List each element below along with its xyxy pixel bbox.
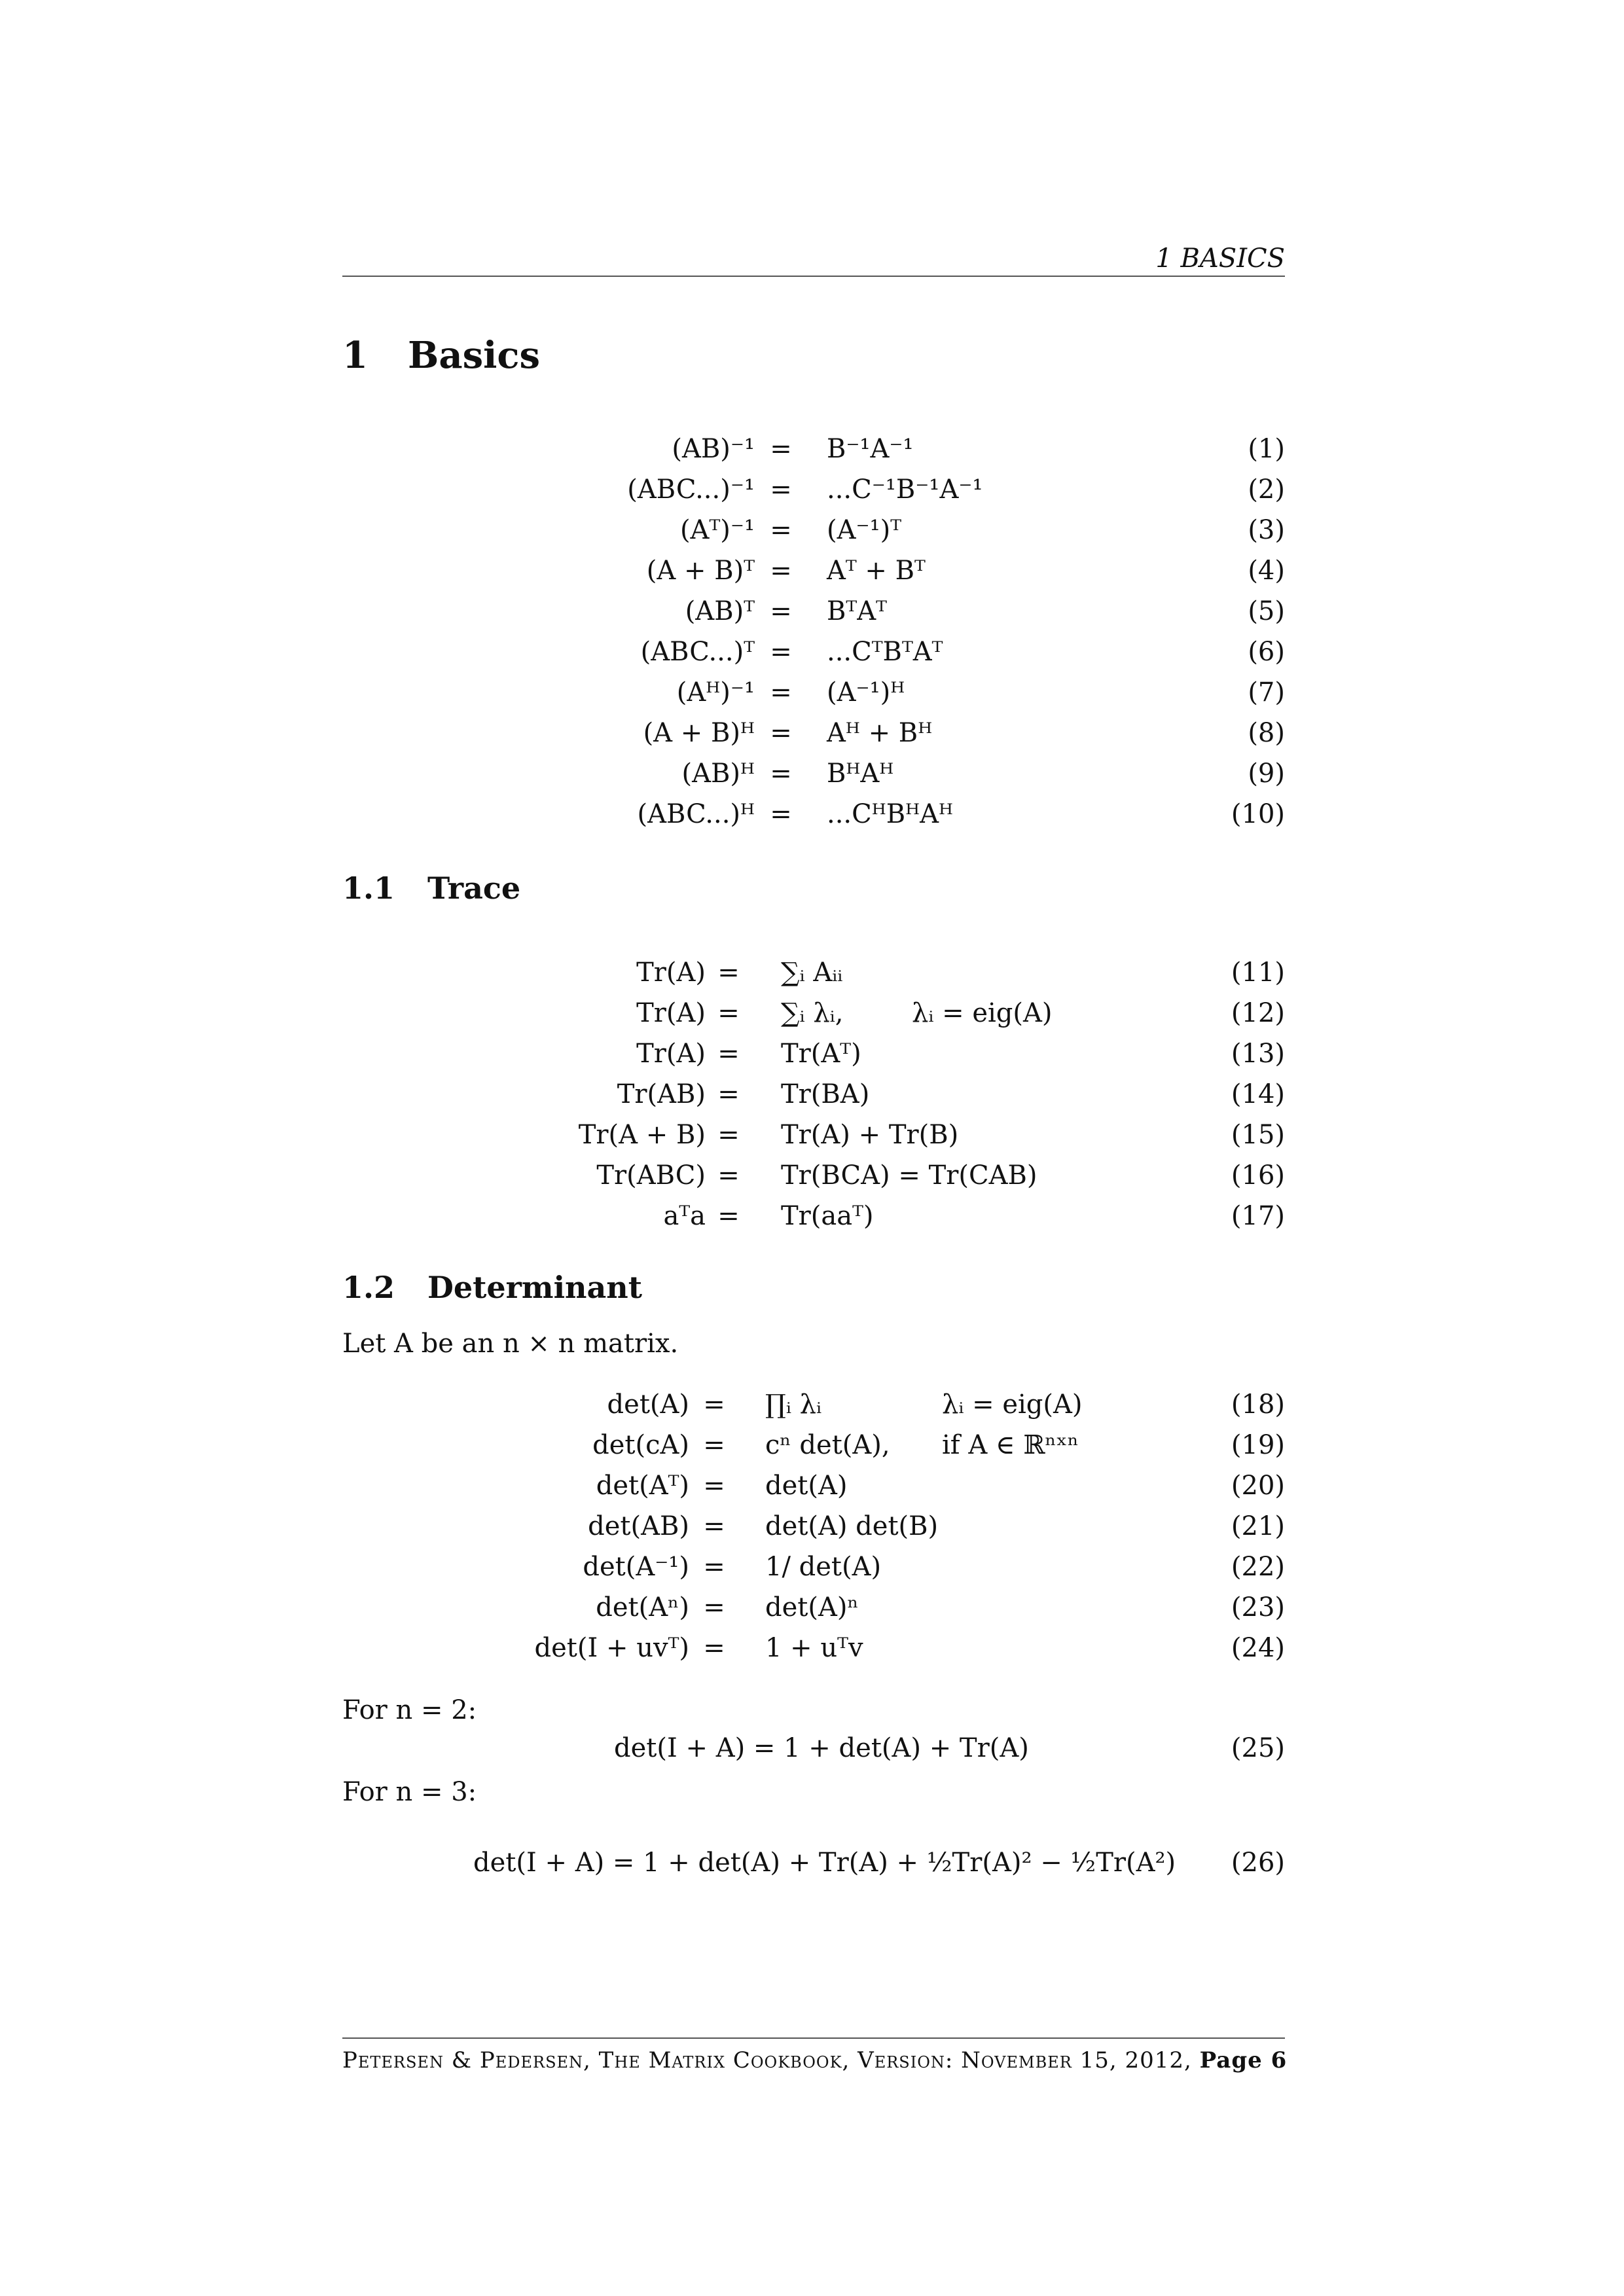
equation-number: (25) (1231, 1733, 1285, 1763)
equation-row (342, 794, 1285, 834)
equation-row (342, 1196, 1285, 1236)
equation-relation: = (717, 998, 740, 1028)
equation-lhs: det(A⁻¹) (583, 1552, 689, 1582)
equation-rhs: BᵀAᵀ (827, 596, 887, 626)
section-title: Basics (408, 334, 541, 377)
equation-condition: λᵢ = eig(A) (942, 1390, 1083, 1420)
equation-rhs: BᴴAᴴ (827, 759, 894, 789)
equation-rhs: Tr(Aᵀ) (781, 1039, 861, 1069)
equation-row (342, 1547, 1285, 1587)
equation-number: (23) (1231, 1592, 1285, 1623)
equation-number: (24) (1231, 1633, 1285, 1663)
equation-number: (1) (1248, 434, 1285, 464)
equation-number: (18) (1231, 1390, 1285, 1420)
equation-rhs: Tr(BCA) = Tr(CAB) (781, 1160, 1038, 1191)
equation-row (342, 1628, 1285, 1668)
equation-number: (26) (1231, 1848, 1285, 1878)
equation-condition: λᵢ = eig(A) (912, 998, 1053, 1028)
equation-body: det(I + A) = 1 + det(A) + Tr(A) (614, 1733, 1029, 1763)
equation-number: (6) (1248, 637, 1285, 667)
equation-row (342, 591, 1285, 632)
subsection-heading-trace (342, 870, 520, 906)
equation-rhs: Aᴴ + Bᴴ (827, 718, 933, 748)
equation-row (342, 1587, 1285, 1628)
equation-lhs: (A + B)ᵀ (646, 556, 755, 586)
equation-lhs: (Aᴴ)⁻¹ (676, 677, 755, 708)
subsection-title: Determinant (427, 1270, 642, 1305)
equation-rhs: 1/ det(A) (765, 1552, 882, 1582)
equation-relation: = (770, 677, 792, 708)
equation-rhs: det(A) det(B) (765, 1511, 939, 1541)
subsection-number: 1.2 (342, 1270, 395, 1305)
equation-lhs: Tr(A + B) (578, 1120, 706, 1150)
equation-relation: = (703, 1552, 725, 1582)
equation-relation: = (717, 1079, 740, 1109)
equation-row (342, 1115, 1285, 1155)
equation-row (342, 632, 1285, 672)
equation-number: (8) (1248, 718, 1285, 748)
equation-row (342, 753, 1285, 794)
equation-rhs: ∑ᵢ λᵢ, (781, 998, 844, 1028)
equation-lhs: aᵀa (663, 1201, 706, 1231)
equation-relation: = (717, 1120, 740, 1150)
equation-number: (13) (1231, 1039, 1285, 1069)
equation-row (342, 1074, 1285, 1115)
equation-26 (342, 1842, 1285, 1883)
equation-relation: = (770, 637, 792, 667)
equation-rhs: Aᵀ + Bᵀ (827, 556, 926, 586)
equation-lhs: det(Aᵀ) (596, 1471, 689, 1501)
equation-rhs: ∏ᵢ λᵢ (765, 1390, 821, 1420)
equation-relation: = (770, 475, 792, 505)
subsection-title: Trace (427, 870, 521, 906)
equation-number: (5) (1248, 596, 1285, 626)
equation-relation: = (770, 515, 792, 545)
n2-label: For n = 2: (342, 1695, 477, 1725)
equation-number: (16) (1231, 1160, 1285, 1191)
equation-lhs: Tr(AB) (617, 1079, 706, 1109)
equation-relation: = (717, 1201, 740, 1231)
equation-25 (342, 1728, 1285, 1768)
equation-row (342, 993, 1285, 1033)
equation-rhs: ...C⁻¹B⁻¹A⁻¹ (827, 475, 983, 505)
equation-number: (11) (1231, 958, 1285, 988)
equation-relation: = (703, 1430, 725, 1460)
equation-lhs: (AB)ᴴ (681, 759, 755, 789)
equation-lhs: (AB)⁻¹ (672, 434, 755, 464)
equation-row (342, 713, 1285, 753)
equation-relation: = (717, 1160, 740, 1191)
page-number: Page 6 (1199, 2047, 1288, 2073)
equation-rhs: det(A)ⁿ (765, 1592, 859, 1623)
equation-relation: = (717, 1039, 740, 1069)
equation-lhs: det(A) (607, 1390, 689, 1420)
equation-number: (12) (1231, 998, 1285, 1028)
footer-text: Petersen & Pedersen, The Matrix Cookbook, Version: November 15, 2012, (342, 2047, 1192, 2073)
equation-rhs: B⁻¹A⁻¹ (827, 434, 914, 464)
equation-number: (9) (1248, 759, 1285, 789)
equation-number: (14) (1231, 1079, 1285, 1109)
subsection-heading-determinant (342, 1270, 642, 1305)
section-heading (342, 334, 540, 377)
equation-rhs: ...CᴴBᴴAᴴ (827, 799, 953, 829)
equation-relation: = (703, 1390, 725, 1420)
equation-row (342, 550, 1285, 591)
equation-number: (10) (1231, 799, 1285, 829)
equation-lhs: Tr(A) (636, 958, 706, 988)
running-head: 1 BASICS (1155, 243, 1285, 274)
equation-row (342, 1384, 1285, 1425)
equation-relation: = (770, 434, 792, 464)
equation-lhs: det(I + uvᵀ) (534, 1633, 689, 1663)
equation-rhs: 1 + uᵀv (765, 1633, 863, 1663)
footer-rule (342, 2037, 1285, 2039)
header-rule (342, 276, 1285, 277)
equation-row (342, 1033, 1285, 1074)
equation-lhs: det(AB) (588, 1511, 689, 1541)
equation-number: (2) (1248, 475, 1285, 505)
equation-rhs: Tr(BA) (781, 1079, 870, 1109)
equation-lhs: (AB)ᵀ (685, 596, 755, 626)
equation-relation: = (770, 596, 792, 626)
equation-row (342, 672, 1285, 713)
equation-row (342, 429, 1285, 469)
equation-lhs: (ABC...)ᴴ (637, 799, 755, 829)
n3-label: For n = 3: (342, 1777, 477, 1807)
equation-row (342, 1155, 1285, 1196)
equation-number: (19) (1231, 1430, 1285, 1460)
equation-relation: = (703, 1511, 725, 1541)
equation-relation: = (770, 759, 792, 789)
equation-number: (7) (1248, 677, 1285, 708)
equation-lhs: Tr(ABC) (596, 1160, 706, 1191)
equation-row (342, 1425, 1285, 1465)
equation-rhs: (A⁻¹)ᵀ (827, 515, 902, 545)
subsection-number: 1.1 (342, 870, 395, 906)
equation-lhs: (ABC...)⁻¹ (627, 475, 755, 505)
equation-row (342, 510, 1285, 550)
determinant-intro: Let A be an n × n matrix. (342, 1329, 679, 1359)
equation-relation: = (770, 718, 792, 748)
equation-body: det(I + A) = 1 + det(A) + Tr(A) + ½Tr(A)² − ½Tr(A²) (473, 1848, 1176, 1878)
equation-number: (3) (1248, 515, 1285, 545)
equation-relation: = (703, 1592, 725, 1623)
equation-rhs: det(A) (765, 1471, 848, 1501)
equation-lhs: (ABC...)ᵀ (640, 637, 755, 667)
equation-relation: = (717, 958, 740, 988)
equation-relation: = (703, 1471, 725, 1501)
equation-lhs: det(Aⁿ) (596, 1592, 689, 1623)
equation-lhs: Tr(A) (636, 1039, 706, 1069)
equation-number: (20) (1231, 1471, 1285, 1501)
equation-relation: = (703, 1633, 725, 1663)
equation-relation: = (770, 556, 792, 586)
equation-rhs: Tr(aaᵀ) (781, 1201, 874, 1231)
equation-row (342, 1465, 1285, 1506)
equation-lhs: Tr(A) (636, 998, 706, 1028)
equation-rhs: cⁿ det(A), (765, 1430, 890, 1460)
equation-number: (15) (1231, 1120, 1285, 1150)
page-footer (342, 2041, 1288, 2080)
equation-row (342, 952, 1285, 993)
equation-number: (22) (1231, 1552, 1285, 1582)
equation-number: (4) (1248, 556, 1285, 586)
equation-rhs: (A⁻¹)ᴴ (827, 677, 905, 708)
equation-number: (17) (1231, 1201, 1285, 1231)
equation-rhs: ∑ᵢ Aᵢᵢ (781, 958, 843, 988)
section-number: 1 (342, 334, 368, 377)
equation-relation: = (770, 799, 792, 829)
equation-lhs: (A + B)ᴴ (643, 718, 755, 748)
equation-rhs: Tr(A) + Tr(B) (781, 1120, 959, 1150)
equation-condition: if A ∈ ℝⁿˣⁿ (942, 1430, 1079, 1460)
equation-lhs: det(cA) (592, 1430, 689, 1460)
equation-row (342, 1506, 1285, 1547)
equation-number: (21) (1231, 1511, 1285, 1541)
equation-rhs: ...CᵀBᵀAᵀ (827, 637, 943, 667)
equation-row (342, 469, 1285, 510)
equation-lhs: (Aᵀ)⁻¹ (679, 515, 755, 545)
